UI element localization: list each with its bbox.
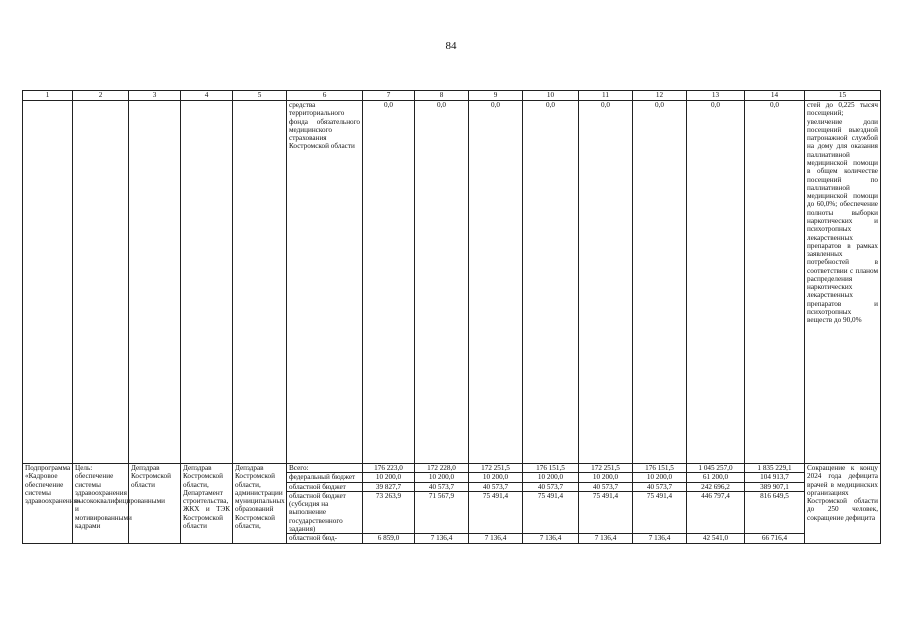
header-cell: 5 <box>233 91 287 101</box>
value-cell: 10 200,0 <box>415 473 469 482</box>
header-cell: 14 <box>745 91 805 101</box>
value-cell: 0,0 <box>469 101 523 464</box>
value-cell: 389 907,1 <box>745 482 805 491</box>
value-cell: 75 491,4 <box>523 491 579 533</box>
funding-source-cell: федеральный бюджет <box>287 473 363 482</box>
header-cell: 11 <box>579 91 633 101</box>
header-cell: 3 <box>129 91 181 101</box>
value-cell: 73 263,9 <box>363 491 415 533</box>
header-cell: 4 <box>181 91 233 101</box>
header-cell: 1 <box>23 91 73 101</box>
value-cell: 0,0 <box>363 101 415 464</box>
header-cell: 15 <box>805 91 881 101</box>
header-cell: 10 <box>523 91 579 101</box>
value-cell: 0,0 <box>687 101 745 464</box>
value-cell: 7 136,4 <box>633 534 687 543</box>
value-cell: 1 835 229,1 <box>745 464 805 473</box>
value-cell: 7 136,4 <box>415 534 469 543</box>
empty-cell <box>129 101 181 464</box>
goal-cell: Цель: обеспечение системы здравоохранения высококвалифицированными и мотивированными кадрами <box>73 464 129 544</box>
value-cell: 42 541,0 <box>687 534 745 543</box>
value-cell: 0,0 <box>579 101 633 464</box>
value-cell: 0,0 <box>415 101 469 464</box>
coexecutors-cell: Депздрав Костромской области, Департамент строительства, ЖКХ и ТЭК Костромской области <box>181 464 233 544</box>
funding-source-cell: областной бюджет <box>287 482 363 491</box>
value-cell: 0,0 <box>633 101 687 464</box>
value-cell: 39 827,7 <box>363 482 415 491</box>
empty-cell <box>73 101 129 464</box>
value-cell: 10 200,0 <box>579 473 633 482</box>
page-number: 84 <box>445 40 457 52</box>
value-cell: 40 573,7 <box>523 482 579 491</box>
value-cell: 7 136,4 <box>579 534 633 543</box>
empty-cell <box>23 101 73 464</box>
subprogram-name-cell: Подпрограмма «Кадровое обеспечение системы здравоохранения» <box>23 464 73 544</box>
header-cell: 7 <box>363 91 415 101</box>
value-cell: 176 223,0 <box>363 464 415 473</box>
value-cell: 7 136,4 <box>523 534 579 543</box>
value-cell: 71 567,9 <box>415 491 469 533</box>
empty-cell <box>181 101 233 464</box>
table-row <box>23 101 881 464</box>
funding-source-cell: областной бюджет (субсидия на выполнение государственного задания) <box>287 491 363 533</box>
header-cell: 12 <box>633 91 687 101</box>
funding-source-cell: областной бюд- <box>287 534 363 543</box>
value-cell: 176 151,5 <box>633 464 687 473</box>
value-cell: 40 573,7 <box>579 482 633 491</box>
header-cell: 8 <box>415 91 469 101</box>
participants-cell: Депздрав Костромской области, администрации муниципальных образований Костромской области, <box>233 464 287 544</box>
header-cell: 13 <box>687 91 745 101</box>
value-cell: 6 859,0 <box>363 534 415 543</box>
value-cell: 104 913,7 <box>745 473 805 482</box>
header-row <box>23 91 881 101</box>
value-cell: 75 491,4 <box>633 491 687 533</box>
value-cell: 10 200,0 <box>633 473 687 482</box>
value-cell: 10 200,0 <box>363 473 415 482</box>
expected-results-cell: Сокращение к концу 2024 года дефицита врачей в медицинских организациях Костромской области до 250 человек, сокращение дефицита <box>805 464 881 544</box>
header-cell: 6 <box>287 91 363 101</box>
header-cell: 9 <box>469 91 523 101</box>
table-row <box>23 464 881 473</box>
value-cell: 75 491,4 <box>579 491 633 533</box>
value-cell: 172 228,0 <box>415 464 469 473</box>
value-cell: 0,0 <box>523 101 579 464</box>
value-cell: 172 251,5 <box>469 464 523 473</box>
expected-results-cell: стей до 0,225 тысяч посещений; увеличение доли посещений выездной патронажной службой на дому для оказания паллиативной медицинской помощи в общем количестве посещений по паллиативной медицинской помощи до 60,0%; обеспечение полноты выборки наркотических и психотропных лекарственных препаратов в рамках заявленных потребностей в соответствии с планом распределения наркотических лекарственных препаратов и психотропных веществ до 90,0% <box>805 101 881 464</box>
funding-source-cell: средства территориального фонда обязательного медицинского страхования Костромской области <box>287 101 363 464</box>
value-cell: 66 716,4 <box>745 534 805 543</box>
value-cell: 10 200,0 <box>469 473 523 482</box>
responsible-cell: Депздрав Костромской области <box>129 464 181 544</box>
value-cell: 7 136,4 <box>469 534 523 543</box>
program-table <box>22 90 881 544</box>
value-cell: 816 649,5 <box>745 491 805 533</box>
value-cell: 40 573,7 <box>633 482 687 491</box>
value-cell: 40 573,7 <box>469 482 523 491</box>
value-cell: 176 151,5 <box>523 464 579 473</box>
value-cell: 0,0 <box>745 101 805 464</box>
empty-cell <box>233 101 287 464</box>
header-cell: 2 <box>73 91 129 101</box>
value-cell: 10 200,0 <box>523 473 579 482</box>
value-cell: 242 696,2 <box>687 482 745 491</box>
value-cell: 172 251,5 <box>579 464 633 473</box>
value-cell: 1 045 257,0 <box>687 464 745 473</box>
value-cell: 446 797,4 <box>687 491 745 533</box>
value-cell: 40 573,7 <box>415 482 469 491</box>
value-cell: 61 200,0 <box>687 473 745 482</box>
value-cell: 75 491,4 <box>469 491 523 533</box>
funding-source-cell: Всего: <box>287 464 363 473</box>
